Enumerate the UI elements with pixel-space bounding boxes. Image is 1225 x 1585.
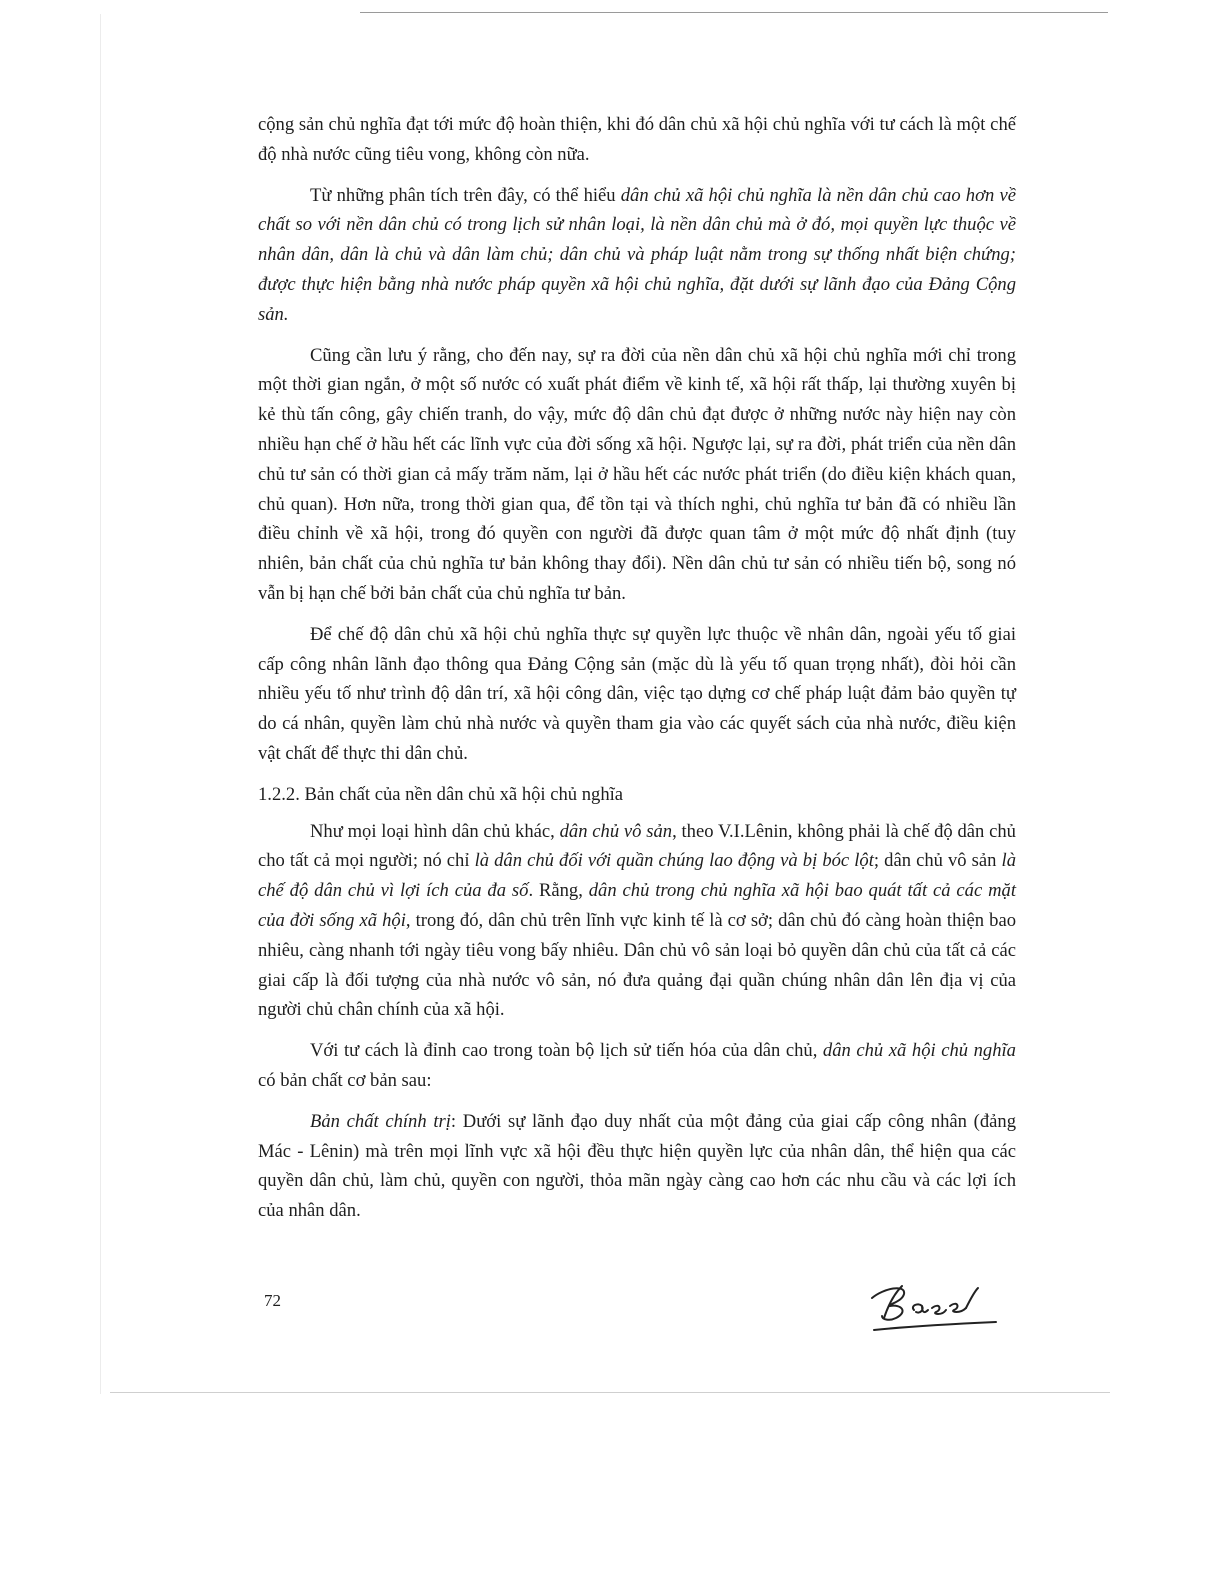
paragraph-emphasis: dân chủ xã hội chủ nghĩa là nền dân chủ cao hơn về chất so với nền dân chủ có trong lịch sử nhân loại, là nền dân chủ mà ở đó, mọi quyền lực thuộc về nhân dân, dân là chủ và dân làm chủ; dân chủ và pháp luật nằm trong sự thống nhất biện chứng; được thực hiện bằng nhà nước pháp quyền xã hội chủ nghĩa, đặt dưới sự lãnh đạo của Đảng Cộng sản. xyxy=(258,184,1016,325)
paragraph-text: Từ những phân tích trên đây, có thể hiểu xyxy=(310,184,621,206)
paragraph-text: . Rằng, xyxy=(528,880,589,902)
page-number: 72 xyxy=(264,1291,281,1310)
paragraph-emphasis: dân chủ vô sản xyxy=(559,820,673,842)
paragraph-summit xyxy=(258,1036,1016,1096)
handwritten-signature xyxy=(862,1276,1002,1342)
paragraph-definition xyxy=(258,181,1016,330)
paragraph-emphasis: dân chủ trong chủ nghĩa xã hội bao quát tất cả các mặt của đời sống xã hội xyxy=(258,880,1016,931)
paragraph-continuation xyxy=(258,110,1016,170)
paragraph-text: : Dưới sự lãnh đạo duy nhất của một đảng của giai cấp công nhân (đảng Mác - Lênin) mà trên mọi lĩnh vực xã hội đều thực hiện quyền lực của nhân dân, thể hiện qua các quyền dân chủ, làm chủ, quyền con người, thỏa mãn ngày càng cao hơn các nhu cầu và các lợi ích của nhân dân. xyxy=(258,1110,1016,1222)
paragraph-text: Như mọi loại hình dân chủ khác, xyxy=(310,820,560,842)
paragraph-text: ; dân chủ vô sản xyxy=(873,850,1002,872)
paragraph-note xyxy=(258,341,1016,609)
section-heading-text: 1.2.2. Bản chất của nền dân chủ xã hội chủ nghĩa xyxy=(258,783,624,805)
paragraph-political-nature xyxy=(258,1107,1016,1226)
top-rule xyxy=(360,12,1108,13)
paragraph-emphasis: Bản chất chính trị xyxy=(310,1110,451,1132)
paragraph-text: , trong đó, dân chủ trên lĩnh vực kinh tế là cơ sở; dân chủ đó càng hoàn thiện bao nhiêu, càng nhanh tới ngày tiêu vong bấy nhiêu. Dân chủ vô sản loại bỏ quyền dân chủ của tất cả các giai cấp là đối tượng của nhà nước vô sản, nó đưa quảng đại quần chúng nhân dân lên địa vị của người chủ chân chính của xã hội. xyxy=(258,909,1016,1021)
paragraph-text: Cũng cần lưu ý rằng, cho đến nay, sự ra đời của nền dân chủ xã hội chủ nghĩa mới chỉ trong một thời gian ngắn, ở một số nước có xuất phát điểm về kinh tế, xã hội rất thấp, lại thường xuyên bị kẻ thù tấn công, gây chiến tranh, do vậy, mức độ dân chủ đạt được ở những nước này hiện nay còn nhiều hạn chế ở hầu hết các lĩnh vực của đời sống xã hội. Ngược lại, sự ra đời, phát triển của nền dân chủ tư sản có thời gian cả mấy trăm năm, lại ở hầu hết các nước phát triển (do điều kiện khách quan, chủ quan). Hơn nữa, trong thời gian qua, để tồn tại và thích nghi, chủ nghĩa tư bản đã có nhiều lần điều chỉnh về xã hội, trong đó quyền con người đã được quan tâm ở một mức độ nhất định (tuy nhiên, bản chất của chủ nghĩa tư bản không thay đổi). Nền dân chủ tư sản có nhiều tiến bộ, song nó vẫn bị hạn chế bởi bản chất của chủ nghĩa tư bản. xyxy=(258,344,1016,604)
paragraph-text: cộng sản chủ nghĩa đạt tới mức độ hoàn thiện, khi đó dân chủ xã hội chủ nghĩa với tư cách là một chế độ nhà nước cũng tiêu vong, không còn nữa. xyxy=(258,114,1016,165)
section-heading xyxy=(258,780,1016,810)
paragraph-text: Với tư cách là đỉnh cao trong toàn bộ lịch sử tiến hóa của dân chủ, xyxy=(310,1040,823,1062)
paragraph-lenin xyxy=(258,817,1016,1026)
paragraph-text: Để chế độ dân chủ xã hội chủ nghĩa thực sự quyền lực thuộc về nhân dân, ngoài yếu tố giai cấp công nhân lãnh đạo thông qua Đảng Cộng sản (mặc dù là yếu tố quan trọng nhất), đòi hỏi cần nhiều yếu tố như trình độ dân trí, xã hội công dân, việc tạo dựng cơ chế pháp luật đảm bảo quyền tự do cá nhân, quyền làm chủ nhà nước và quyền tham gia vào các quyết sách của nhà nước, điều kiện vật chất để thực thi dân chủ. xyxy=(258,623,1016,764)
paragraph-emphasis: là chế độ dân chủ vì lợi ích của đa số xyxy=(258,850,1017,902)
paragraph-text: có bản chất cơ bản sau: xyxy=(258,1069,432,1091)
paragraph-emphasis: dân chủ xã hội chủ nghĩa xyxy=(822,1040,1016,1062)
paragraph-emphasis: là dân chủ đối với quần chúng lao động và bị bóc lột xyxy=(474,850,874,872)
bottom-rule xyxy=(110,1392,1110,1393)
page-left-edge xyxy=(100,14,101,1394)
body-text xyxy=(258,110,1016,1237)
paragraph-text: , theo V.I.Lênin, không phải là chế độ dân chủ cho tất cả mọi người; nó chỉ xyxy=(258,820,1016,872)
paragraph-conditions xyxy=(258,620,1016,769)
